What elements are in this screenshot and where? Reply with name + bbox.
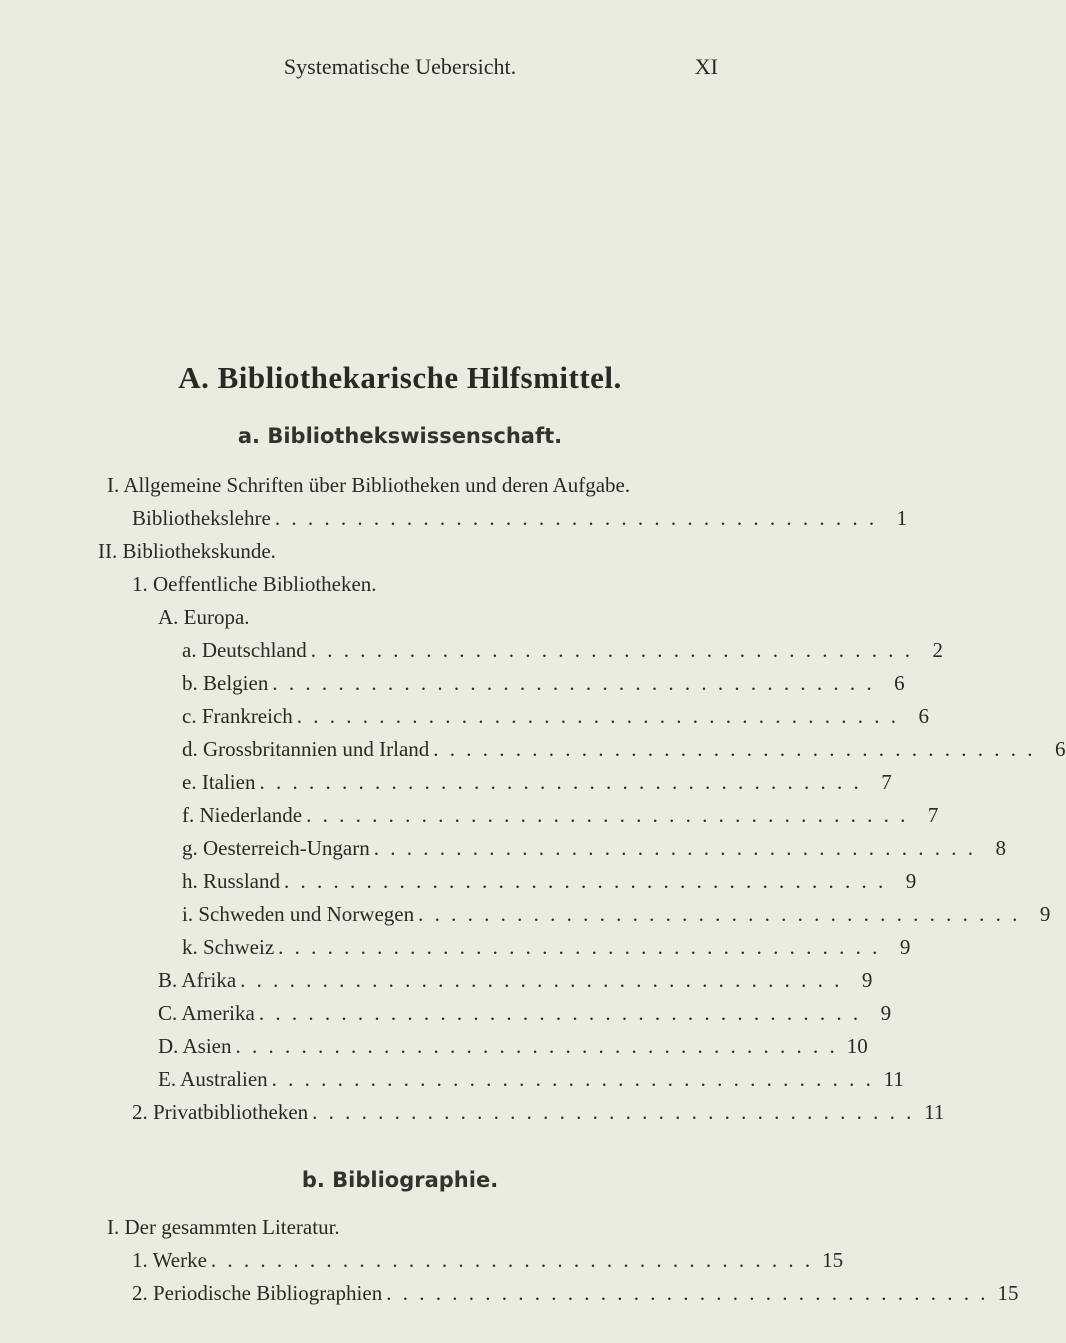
toc-page-number: 15 (997, 1281, 1019, 1305)
leader-dots: . . . . . . . . . . . . . . . . . . . . . . . . . . . . . . . . . . . . . (258, 1001, 862, 1025)
toc-entry-amerika: C. Amerika . . . . . . . . . . . . . . . . . . . . . . . . . . . . . . . . . . . . . 9 (158, 996, 695, 1030)
leader-dots: . . . . . . . . . . . . . . . . . . . . . . . . . . . . . . . . . . . . . (271, 1067, 874, 1091)
toc-page-number: 6 (918, 704, 930, 728)
toc-entry-privatbibliotheken: 2. Privatbibliotheken . . . . . . . . . . . . . . . . . . . . . . . . . . . . . . . . . . . . . 11 (132, 1095, 695, 1129)
toc-entry-asien: D. Asien . . . . . . . . . . . . . . . . . . . . . . . . . . . . . . . . . . . . . 10 (158, 1029, 695, 1063)
running-head-title: Systematische Uebersicht. (283, 54, 517, 79)
toc-entry-oeffentliche-bibliotheken: 1. Oeffentliche Bibliotheken. (132, 572, 377, 596)
toc-entry-allgemeine-schriften: I. Allgemeine Schriften über Bibliotheken und deren Aufgabe. (107, 473, 631, 497)
toc-page-number: 9 (905, 869, 917, 893)
main-title: A. Bibliothekarische Hilfsmittel. (178, 360, 622, 395)
leader-dots: . . . . . . . . . . . . . . . . . . . . . . . . . . . . . . . . . . . . . (312, 1100, 915, 1124)
leader-dots: . . . . . . . . . . . . . . . . . . . . . . . . . . . . . . . . . . . . . (278, 935, 881, 959)
toc-page-number: 1 (896, 506, 908, 530)
toc-entry-europa: A. Europa. (158, 605, 250, 629)
toc-entry-russland: h. Russland . . . . . . . . . . . . . . . . . . . . . . . . . . . . . . . . . . . . . 9 (182, 864, 695, 898)
section-title-bibliothekswissenschaft: a. Bibliothekswissenschaft. (237, 424, 563, 448)
toc-entry-schweiz: k. Schweiz . . . . . . . . . . . . . . . . . . . . . . . . . . . . . . . . . . . . . 9 (182, 930, 695, 964)
toc-entry-frankreich: c. Frankreich . . . . . . . . . . . . . . . . . . . . . . . . . . . . . . . . . . . . . 6 (182, 699, 695, 733)
toc-page-number: 7 (927, 803, 939, 827)
toc-entry-australien: E. Australien . . . . . . . . . . . . . . . . . . . . . . . . . . . . . . . . . . . . . 11 (158, 1062, 695, 1096)
toc-page-number: 11 (924, 1100, 945, 1124)
toc-entry-deutschland: a. Deutschland . . . . . . . . . . . . . . . . . . . . . . . . . . . . . . . . . . . . . 2 (182, 633, 695, 667)
leader-dots: . . . . . . . . . . . . . . . . . . . . . . . . . . . . . . . . . . . . . (296, 704, 900, 728)
toc-entry-periodische-bibliographien: 2. Periodische Bibliographien . . . . . . . . . . . . . . . . . . . . . . . . . . . . . . . . . . . . . 15 (132, 1276, 695, 1310)
toc-entry-italien: e. Italien . . . . . . . . . . . . . . . . . . . . . . . . . . . . . . . . . . . . . 7 (182, 765, 695, 799)
leader-dots: . . . . . . . . . . . . . . . . . . . . . . . . . . . . . . . . . . . . . (240, 968, 843, 992)
toc-page-number: 7 (881, 770, 892, 794)
toc-page-number: 9 (899, 935, 911, 959)
leader-dots: . . . . . . . . . . . . . . . . . . . . . . . . . . . . . . . . . . . . . (272, 671, 875, 695)
toc-page-number: 6 (1055, 737, 1066, 761)
toc-entry-grossbritannien: d. Grossbritannien und Irland . . . . . . . . . . . . . . . . . . . . . . . . . . . . . . . . . . . . . 6 (182, 732, 695, 766)
page-number: XI (694, 54, 718, 79)
leader-dots: . . . . . . . . . . . . . . . . . . . . . . . . . . . . . . . . . . . . . (306, 803, 909, 827)
leader-dots: . . . . . . . . . . . . . . . . . . . . . . . . . . . . . . . . . . . . . (386, 1281, 989, 1305)
toc-page-number: 2 (932, 638, 944, 662)
leader-dots: . . . . . . . . . . . . . . . . . . . . . . . . . . . . . . . . . . . . . (418, 902, 1021, 926)
section-title-bibliographie: b. Bibliographie. (301, 1168, 499, 1192)
toc-entry-schweden-norwegen: i. Schweden und Norwegen . . . . . . . . . . . . . . . . . . . . . . . . . . . . . . . . . . . . . 9 (182, 897, 695, 931)
toc-page-number: 11 (883, 1067, 904, 1091)
leader-dots: . . . . . . . . . . . . . . . . . . . . . . . . . . . . . . . . . . . . . (274, 506, 878, 530)
toc-entry-belgien: b. Belgien . . . . . . . . . . . . . . . . . . . . . . . . . . . . . . . . . . . . . 6 (182, 666, 695, 700)
leader-dots: . . . . . . . . . . . . . . . . . . . . . . . . . . . . . . . . . . . . . (310, 638, 914, 662)
toc-page-number: 9 (880, 1001, 892, 1025)
toc-entry-bibliothekslehre: Bibliothekslehre . . . . . . . . . . . . . . . . . . . . . . . . . . . . . . . . . . . . . 1 (132, 501, 695, 535)
leader-dots: . . . . . . . . . . . . . . . . . . . . . . . . . . . . . . . . . . . . . (433, 737, 1036, 761)
leader-dots: . . . . . . . . . . . . . . . . . . . . . . . . . . . . . . . . . . . . . (235, 1034, 838, 1058)
toc-page-number: 6 (894, 671, 905, 695)
toc-page-number: 9 (861, 968, 873, 992)
leader-dots: . . . . . . . . . . . . . . . . . . . . . . . . . . . . . . . . . . . . . (210, 1248, 814, 1272)
leader-dots: . . . . . . . . . . . . . . . . . . . . . . . . . . . . . . . . . . . . . (373, 836, 976, 860)
toc-page-number: 9 (1039, 902, 1051, 926)
toc-entry-bibliothekskunde: II. Bibliothekskunde. (98, 539, 276, 563)
toc-entry-gesammte-literatur: I. Der gesammten Literatur. (107, 1215, 340, 1239)
toc-entry-niederlande: f. Niederlande . . . . . . . . . . . . . . . . . . . . . . . . . . . . . . . . . . . . . 7 (182, 798, 695, 832)
leader-dots: . . . . . . . . . . . . . . . . . . . . . . . . . . . . . . . . . . . . . (284, 869, 887, 893)
toc-entry-oesterreich-ungarn: g. Oesterreich-Ungarn . . . . . . . . . . . . . . . . . . . . . . . . . . . . . . . . . . . . . 8 (182, 831, 695, 865)
toc-page-number: 15 (822, 1248, 844, 1272)
toc-entry-werke: 1. Werke . . . . . . . . . . . . . . . . . . . . . . . . . . . . . . . . . . . . . 15 (132, 1243, 695, 1277)
toc-page-number: 10 (846, 1034, 868, 1058)
toc-entry-afrika: B. Afrika . . . . . . . . . . . . . . . . . . . . . . . . . . . . . . . . . . . . . 9 (158, 963, 695, 997)
toc-page-number: 8 (995, 836, 1006, 860)
leader-dots: . . . . . . . . . . . . . . . . . . . . . . . . . . . . . . . . . . . . . (259, 770, 862, 794)
